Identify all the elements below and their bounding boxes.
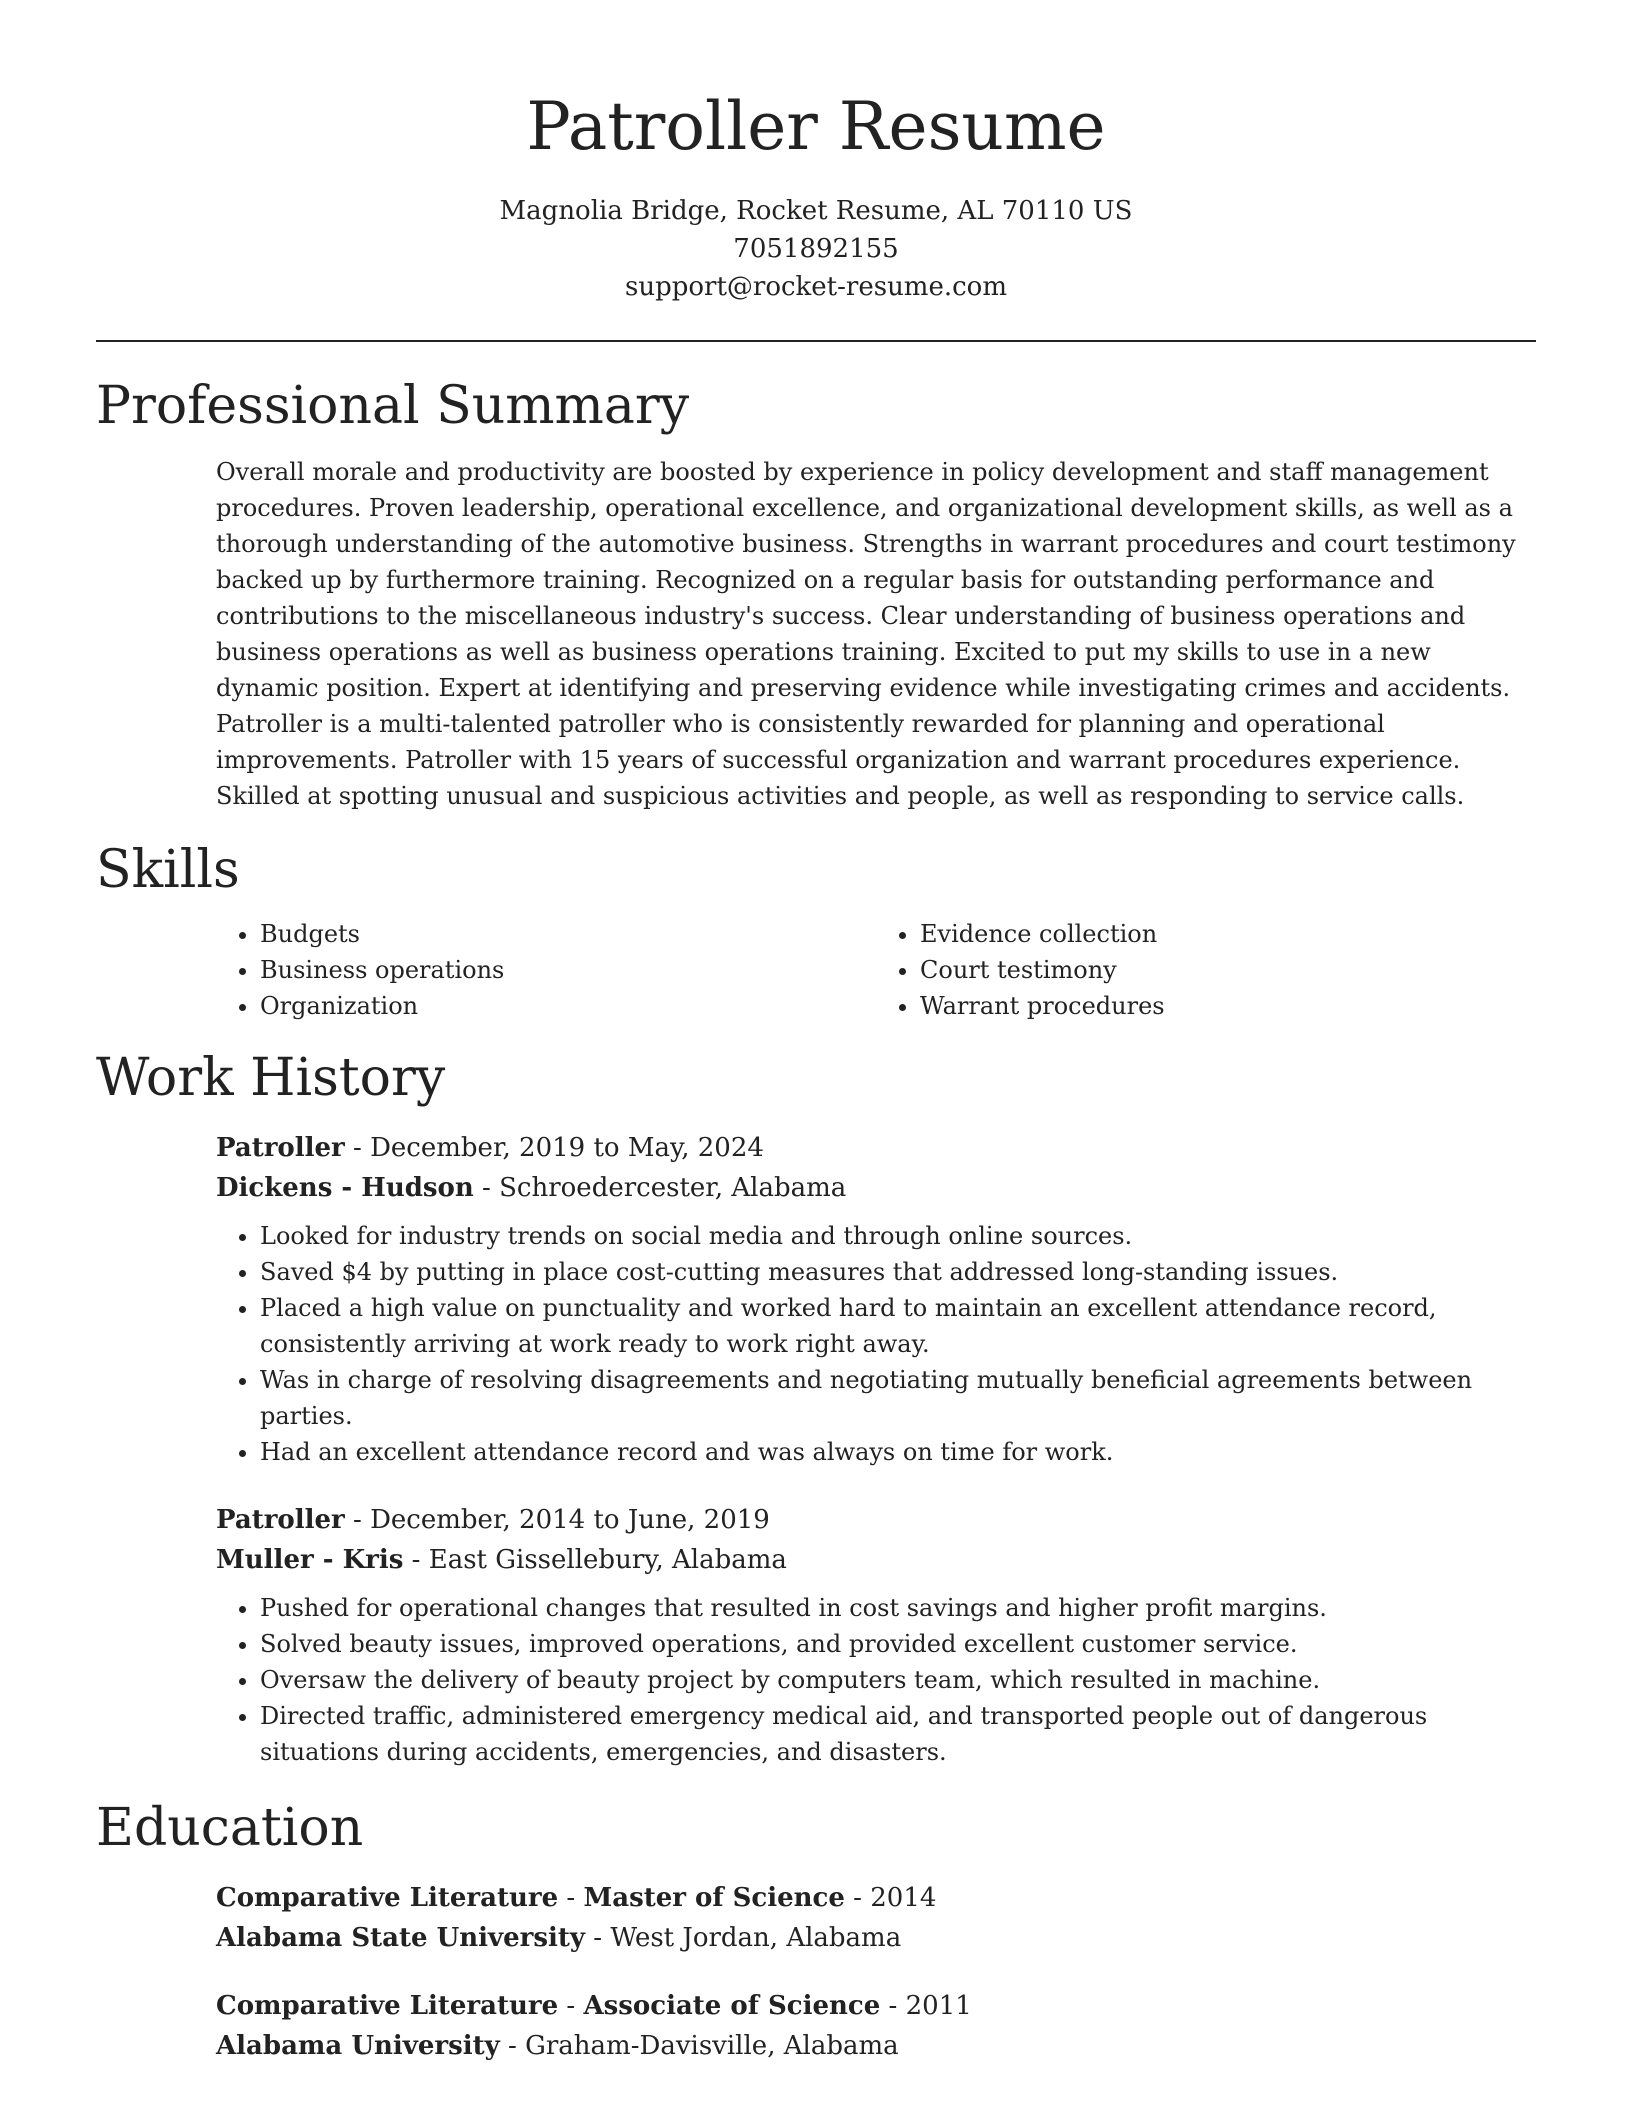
skill-item: • Evidence collection bbox=[920, 916, 1536, 952]
skill-item: • Court testimony bbox=[920, 952, 1536, 988]
skill-item: • Warrant procedures bbox=[920, 988, 1536, 1024]
education-entry bbox=[216, 1986, 1536, 2066]
job-title-line bbox=[216, 1500, 1536, 1540]
job-company: Muller - Kris bbox=[216, 1545, 404, 1575]
job-bullet: • Was in charge of resolving disagreements and negotiating mutually beneficial agreements between parties. bbox=[260, 1362, 1536, 1434]
skills-column-left bbox=[216, 916, 876, 1024]
contact-block bbox=[96, 192, 1536, 306]
summary-text: Overall morale and productivity are boosted by experience in policy development and staff management procedures. Proven leadership, operational excellence, and organizational development skills, as well as a thorough understanding of the automotive business. Strengths in warrant procedures and court testimony backed up by furthermore training. Recognized on a regular basis for outstanding performance and contributions to the miscellaneous industry's success. Clear understanding of business operations and business operations as well as business operations training. Excited to put my skills to use in a new dynamic position. Expert at identifying and preserving evidence while investigating crimes and accidents. Patroller is a multi-talented patroller who is consistently rewarded for planning and operational improvements. Patroller with 15 years of successful organization and warrant procedures experience. Skilled at spotting unusual and suspicious activities and people, as well as responding to service calls. bbox=[216, 458, 1516, 810]
summary-heading: Professional Summary bbox=[96, 376, 690, 436]
job-position: Patroller bbox=[216, 1133, 345, 1163]
education-location: West Jordan, Alabama bbox=[610, 1923, 902, 1953]
separator: - bbox=[880, 1991, 906, 2021]
education-year: 2014 bbox=[870, 1883, 937, 1913]
job-bullet: • Looked for industry trends on social media and through online sources. bbox=[260, 1218, 1536, 1254]
education-degree: Associate of Science bbox=[583, 1991, 881, 2021]
job-company-line bbox=[216, 1168, 1536, 1208]
separator: - bbox=[403, 1545, 429, 1575]
separator: - bbox=[844, 1883, 871, 1913]
job-company: Dickens - Hudson bbox=[216, 1173, 474, 1203]
skills-heading: Skills bbox=[96, 840, 240, 900]
separator: - bbox=[585, 1923, 611, 1953]
degree-line bbox=[216, 1878, 1536, 1918]
job-title-line bbox=[216, 1128, 1536, 1168]
separator: - bbox=[558, 1883, 584, 1913]
job-bullet-list bbox=[216, 1218, 1536, 1470]
job-bullet: • Had an excellent attendance record and was always on time for work. bbox=[260, 1434, 1536, 1470]
skill-item: • Budgets bbox=[260, 916, 876, 952]
phone-text: 7051892155 bbox=[733, 234, 899, 264]
skills-grid bbox=[216, 916, 1536, 1024]
education-entry bbox=[216, 1878, 1536, 1958]
job-position: Patroller bbox=[216, 1505, 345, 1535]
education-year: 2011 bbox=[905, 1991, 972, 2021]
address-text: Magnolia Bridge, Rocket Resume, AL 70110 US bbox=[499, 196, 1133, 226]
separator: - bbox=[344, 1133, 371, 1163]
job-location: Schroedercester, Alabama bbox=[499, 1173, 847, 1203]
skill-item: • Business operations bbox=[260, 952, 876, 988]
resume-title: Patroller Resume bbox=[526, 88, 1106, 165]
education-location: Graham-Davisville, Alabama bbox=[525, 2031, 899, 2061]
job-bullet: • Pushed for operational changes that resulted in cost savings and higher profit margins. bbox=[260, 1590, 1536, 1626]
job-location: East Gissellebury, Alabama bbox=[428, 1545, 787, 1575]
resume-header bbox=[96, 0, 1536, 306]
education-degree: Master of Science bbox=[583, 1883, 845, 1913]
separator: - bbox=[344, 1505, 371, 1535]
job-entry bbox=[216, 1128, 1536, 1470]
job-bullet-list bbox=[216, 1590, 1536, 1770]
education-field: Comparative Literature bbox=[216, 1883, 559, 1913]
separator: - bbox=[499, 2031, 526, 2061]
job-dates: December, 2019 to May, 2024 bbox=[370, 1133, 764, 1163]
header-divider bbox=[96, 340, 1536, 342]
job-bullet: • Placed a high value on punctuality and worked hard to maintain an excellent attendance record, consistently arriving at work ready to work right away. bbox=[260, 1290, 1536, 1362]
education-school: Alabama State University bbox=[216, 1923, 586, 1953]
school-line bbox=[216, 2026, 1536, 2066]
skill-item: • Organization bbox=[260, 988, 876, 1024]
job-bullet: • Saved $4 by putting in place cost-cutting measures that addressed long-standing issues. bbox=[260, 1254, 1536, 1290]
work-history-heading: Work History bbox=[96, 1048, 446, 1108]
school-line bbox=[216, 1918, 1536, 1958]
email-text: support@rocket-resume.com bbox=[624, 272, 1007, 302]
separator: - bbox=[558, 1991, 584, 2021]
degree-line bbox=[216, 1986, 1536, 2026]
job-dates: December, 2014 to June, 2019 bbox=[370, 1505, 770, 1535]
job-bullet: • Oversaw the delivery of beauty project by computers team, which resulted in machine. bbox=[260, 1662, 1536, 1698]
education-field: Comparative Literature bbox=[216, 1991, 559, 2021]
skills-column-right bbox=[876, 916, 1536, 1024]
job-bullet: • Directed traffic, administered emergency medical aid, and transported people out of dangerous situations during accidents, emergencies, and disasters. bbox=[260, 1698, 1536, 1770]
education-heading: Education bbox=[96, 1798, 364, 1858]
job-entry bbox=[216, 1500, 1536, 1770]
separator: - bbox=[473, 1173, 500, 1203]
education-school: Alabama University bbox=[216, 2031, 500, 2061]
job-company-line bbox=[216, 1540, 1536, 1580]
job-bullet: • Solved beauty issues, improved operations, and provided excellent customer service. bbox=[260, 1626, 1536, 1662]
